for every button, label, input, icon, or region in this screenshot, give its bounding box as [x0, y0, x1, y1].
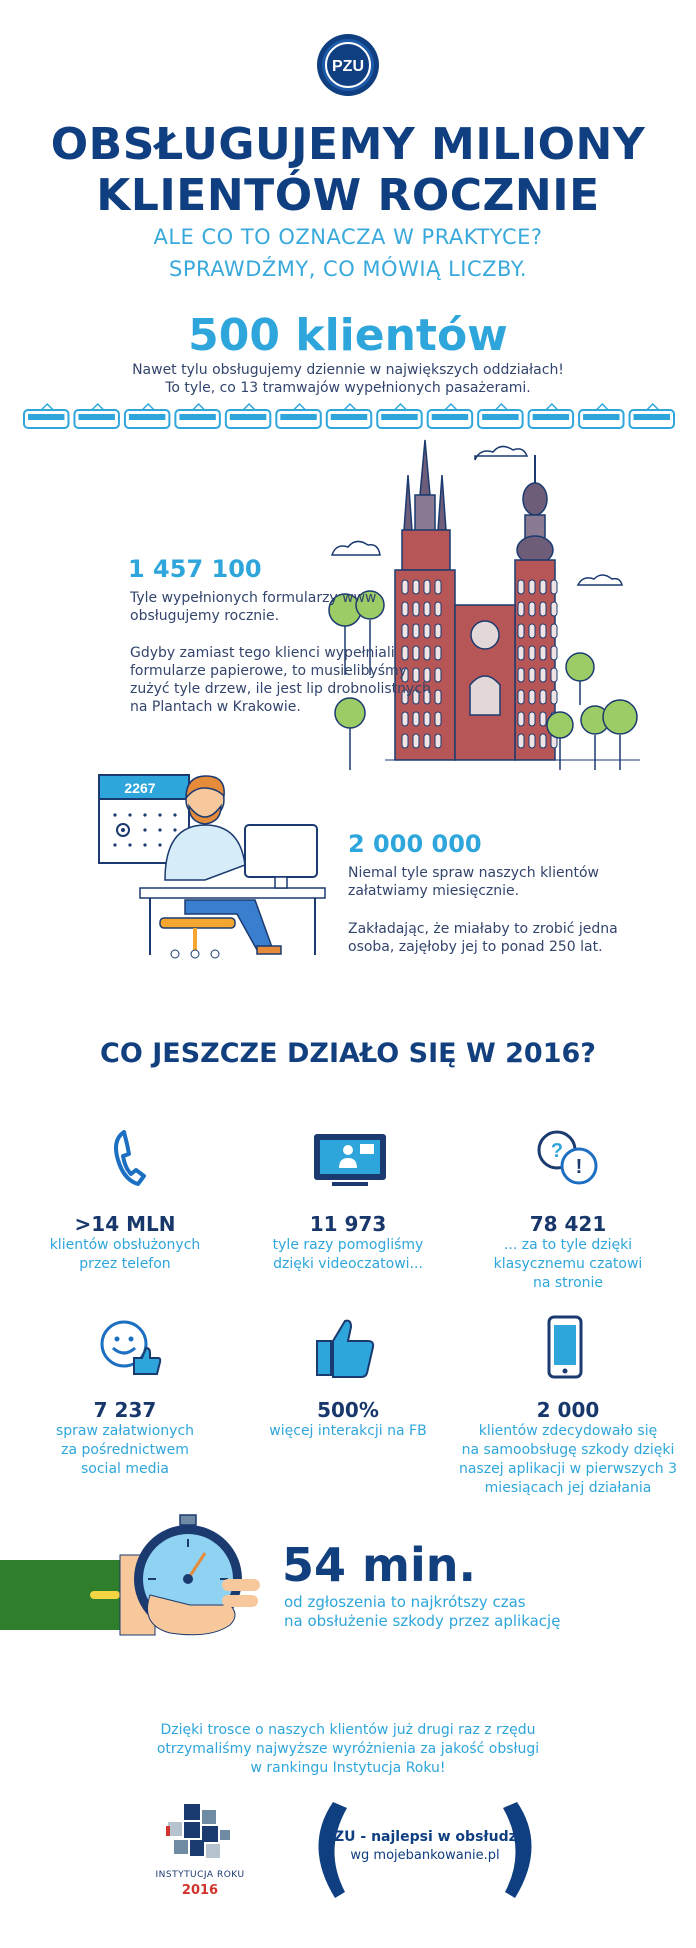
stat-item	[10, 1398, 240, 1479]
tram-icon	[226, 404, 270, 428]
tram-icon	[24, 404, 68, 428]
forms-text1-line1: Tyle wypełnionych formularzy www	[130, 590, 377, 606]
tram-icon	[74, 404, 118, 428]
award-text-line1: Dzięki trosce o naszych klientów już drugi raz z rzędu	[160, 1722, 536, 1738]
logo-text: PZU	[332, 58, 364, 75]
stat-text-line: social media	[81, 1461, 169, 1477]
calendar-number: 2267	[124, 780, 156, 796]
clients-text-line2: To tyle, co 13 tramwajów wypełnionych pasażerami.	[165, 380, 531, 396]
cases-text2-line1: Zakładając, że miałaby to zrobić jedna	[348, 921, 618, 937]
tram-icon	[529, 404, 573, 428]
award-text-line3: w rankingu Instytucja Roku!	[250, 1760, 446, 1776]
smiley-like-icon	[98, 1318, 162, 1378]
svg-text:!: !	[575, 1156, 583, 1178]
video-chat-icon	[312, 1132, 388, 1188]
page-title-line2: KLIENTÓW ROCZNIE	[96, 170, 600, 221]
cases-text1-line2: załatwiamy miesięcznie.	[348, 883, 520, 899]
tram-icon	[175, 404, 219, 428]
stat-number: 11 973	[309, 1212, 387, 1236]
stat-text-line: klientów obsłużonych	[49, 1237, 201, 1253]
clients-number: 500 klientów	[188, 310, 508, 361]
badge-label: INSTYTUCJA ROKU	[155, 1870, 245, 1880]
forms-text1-line2: obsługujemy rocznie.	[130, 608, 280, 624]
stat-text-line: tyle razy pomogliśmy	[272, 1237, 424, 1253]
tram-icon	[579, 404, 623, 428]
stopwatch-illustration	[0, 1505, 260, 1645]
tram-icon	[428, 404, 472, 428]
stat-text-line: więcej interakcji na FB	[269, 1423, 427, 1439]
timer-number: 54 min.	[282, 1538, 476, 1592]
stat-text-line: na samoobsługę szkody dzięki	[461, 1442, 675, 1458]
stat-text-line: ... za to tyle dzięki	[503, 1237, 633, 1253]
forms-text2-line1: Gdyby zamiast tego klienci wypełniali	[130, 645, 395, 661]
stat-text-line: dzięki videoczatowi...	[273, 1256, 423, 1272]
stat-text-line: przez telefon	[79, 1256, 171, 1272]
cloud-icon	[332, 446, 622, 585]
stat-text-line: klasycznemu czatowi	[493, 1256, 643, 1272]
stat-text-line: miesiącach jej działania	[484, 1480, 652, 1496]
tram-row	[22, 402, 678, 432]
badge-year: 2016	[181, 1883, 219, 1898]
thumbs-up-icon	[313, 1315, 379, 1379]
smartphone-icon	[546, 1315, 586, 1379]
stat-text-line: naszej aplikacji w pierwszych 3	[458, 1461, 677, 1477]
timer-text-line1: od zgłoszenia to najkrótszy czas	[284, 1593, 526, 1611]
stat-item	[233, 1398, 463, 1441]
tram-icon	[630, 404, 674, 428]
banner-line2: wg mojebankowanie.pl	[350, 1848, 500, 1863]
timer-text-line2: na obsłużenie szkody przez aplikację	[284, 1612, 561, 1630]
tram-row-icons	[22, 402, 678, 432]
stat-number: 78 421	[529, 1212, 607, 1236]
page-title-line1: OBSŁUGUJEMY MILIONY	[50, 119, 646, 170]
stat-text-line: spraw załatwionych	[55, 1423, 195, 1439]
stat-text-line: na stronie	[532, 1275, 604, 1291]
stat-item	[453, 1398, 683, 1498]
subtitle-line2: SPRAWDŹMY, CO MÓWIĄ LICZBY.	[168, 257, 528, 281]
tram-icon	[377, 404, 421, 428]
stat-number: 7 237	[93, 1398, 157, 1422]
stat-number: 500%	[317, 1398, 379, 1422]
tram-icon	[327, 404, 371, 428]
stat-item	[10, 1212, 240, 1274]
cases-number: 2 000 000	[348, 830, 482, 858]
tram-icon	[276, 404, 320, 428]
section-2016-title: CO JESZCZE DZIAŁO SIĘ W 2016?	[100, 1038, 596, 1069]
stat-text-line: za pośrednictwem	[61, 1442, 189, 1458]
chat-question-icon	[535, 1128, 601, 1190]
tram-icon	[478, 404, 522, 428]
svg-text:?: ?	[550, 1140, 564, 1162]
tram-icon	[125, 404, 169, 428]
award-text-line2: otrzymaliśmy najwyższe wyróżnienia za jakość obsługi	[156, 1741, 540, 1757]
pzu-logo	[316, 33, 380, 97]
cases-text1-line1: Niemal tyle spraw naszych klientów	[348, 865, 599, 881]
stat-text-line: klientów zdecydowało się	[478, 1423, 658, 1439]
cases-text2-line2: osoba, zajęłoby jej to ponad 250 lat.	[348, 939, 603, 955]
stat-number: >14 MLN	[74, 1212, 176, 1236]
stat-number: 2 000	[536, 1398, 600, 1422]
forms-text2-line2: formularze papierowe, to musielibyśmy	[130, 663, 407, 679]
clients-text-line1: Nawet tylu obsługujemy dziennie w największych oddziałach!	[132, 362, 564, 378]
subtitle-line1: ALE CO TO OZNACZA W PRAKTYCE?	[153, 225, 543, 249]
stat-item	[453, 1212, 683, 1293]
stat-item	[233, 1212, 463, 1274]
phone-icon	[110, 1128, 150, 1188]
monitor-icon	[245, 825, 317, 877]
banner-line1: PZU - najlepsi w obsłudze	[323, 1829, 527, 1845]
pzu-logo-icon	[316, 33, 380, 97]
instytucja-roku-badge	[164, 1800, 234, 1868]
worker-illustration	[95, 770, 335, 960]
forms-text2-line4: na Plantach w Krakowie.	[130, 699, 301, 715]
forms-number: 1 457 100	[128, 555, 262, 583]
forms-text2-line3: zużyć tyle drzew, ile jest lip drobnolistnych	[130, 681, 431, 697]
